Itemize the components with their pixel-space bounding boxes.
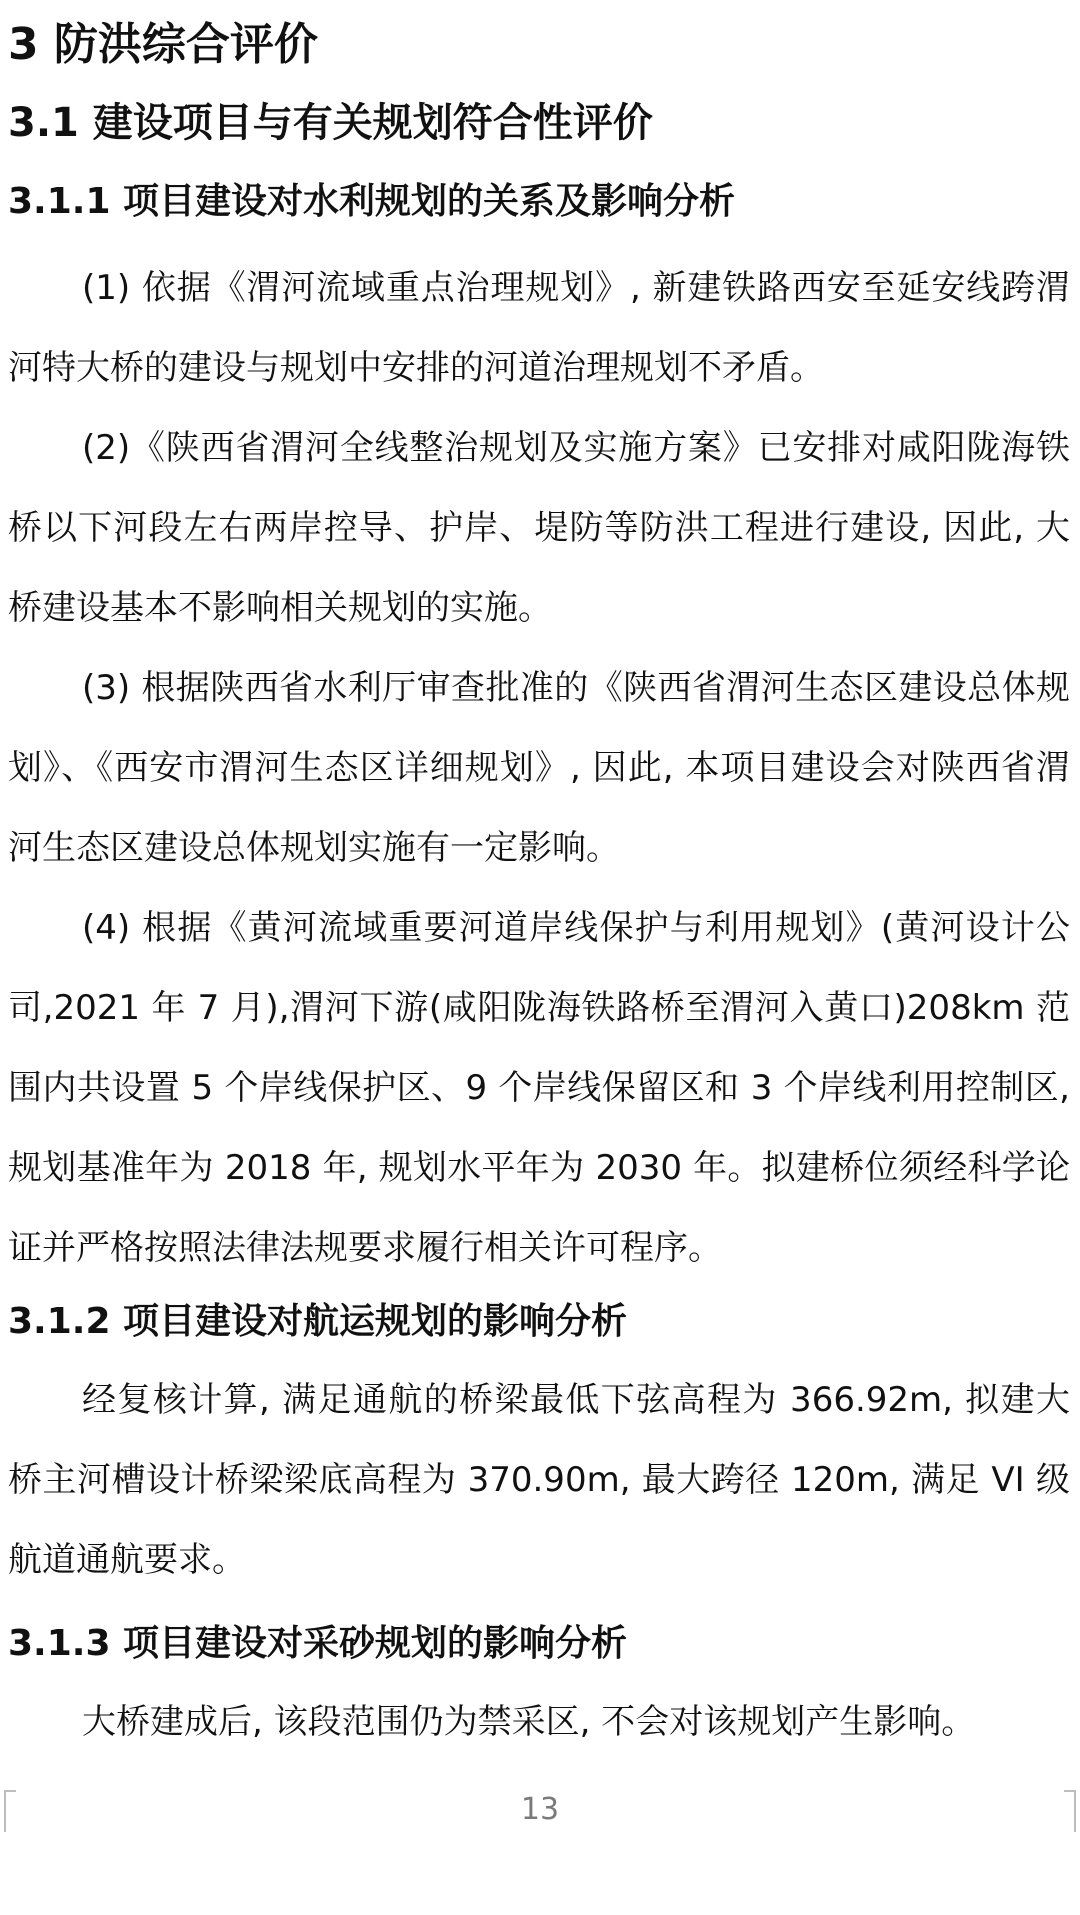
chapter-heading: 3 防洪综合评价: [8, 19, 318, 70]
paragraph-5: 经复核计算, 满足通航的桥梁最低下弦高程为 366.92m, 拟建大桥主河槽设计桥梁梁底高程为 370.90m, 最大跨径 120m, 满足 VI 级航道通航要求。: [8, 1380, 1070, 1580]
paragraph-4: (4) 根据《黄河流域重要河道岸线保护与利用规划》(黄河设计公司,2021 年 7 月),渭河下游(咸阳陇海铁路桥至渭河入黄口)208km 范围内共设置 5 个岸线保护区、9 个岸线保留区和 3 个岸线利用控制区, 规划基准年为 2018 年, 规划水平年为 2030 年。拟建桥位须经科学论证并严格按照法律法规要求履行相关许可程序。: [8, 908, 1070, 1268]
paragraph-2: (2)《陕西省渭河全线整治规划及实施方案》已安排对咸阳陇海铁桥以下河段左右两岸控导、护岸、堤防等防洪工程进行建设, 因此, 大桥建设基本不影响相关规划的实施。: [8, 428, 1070, 628]
page-number: 13: [520, 1792, 560, 1827]
paragraph-1: (1) 依据《渭河流域重点治理规划》, 新建铁路西安至延安线跨渭河特大桥的建设与规划中安排的河道治理规划不矛盾。: [8, 268, 1070, 388]
subsection-heading-3-1-3: 3.1.3 项目建设对采砂规划的影响分析: [8, 1623, 628, 1664]
paragraph-3: (3) 根据陕西省水利厅审查批准的《陕西省渭河生态区建设总体规划》、《西安市渭河生态区详细规划》, 因此, 本项目建设会对陕西省渭河生态区建设总体规划实施有一定影响。: [8, 668, 1070, 868]
paragraph-6: 大桥建成后, 该段范围仍为禁采区, 不会对该规划产生影响。: [82, 1702, 976, 1742]
section-heading: 3.1 建设项目与有关规划符合性评价: [8, 100, 653, 146]
subsection-heading-3-1-1: 3.1.1 项目建设对水利规划的关系及影响分析: [8, 181, 736, 222]
subsection-heading-3-1-2: 3.1.2 项目建设对航运规划的影响分析: [8, 1301, 628, 1342]
